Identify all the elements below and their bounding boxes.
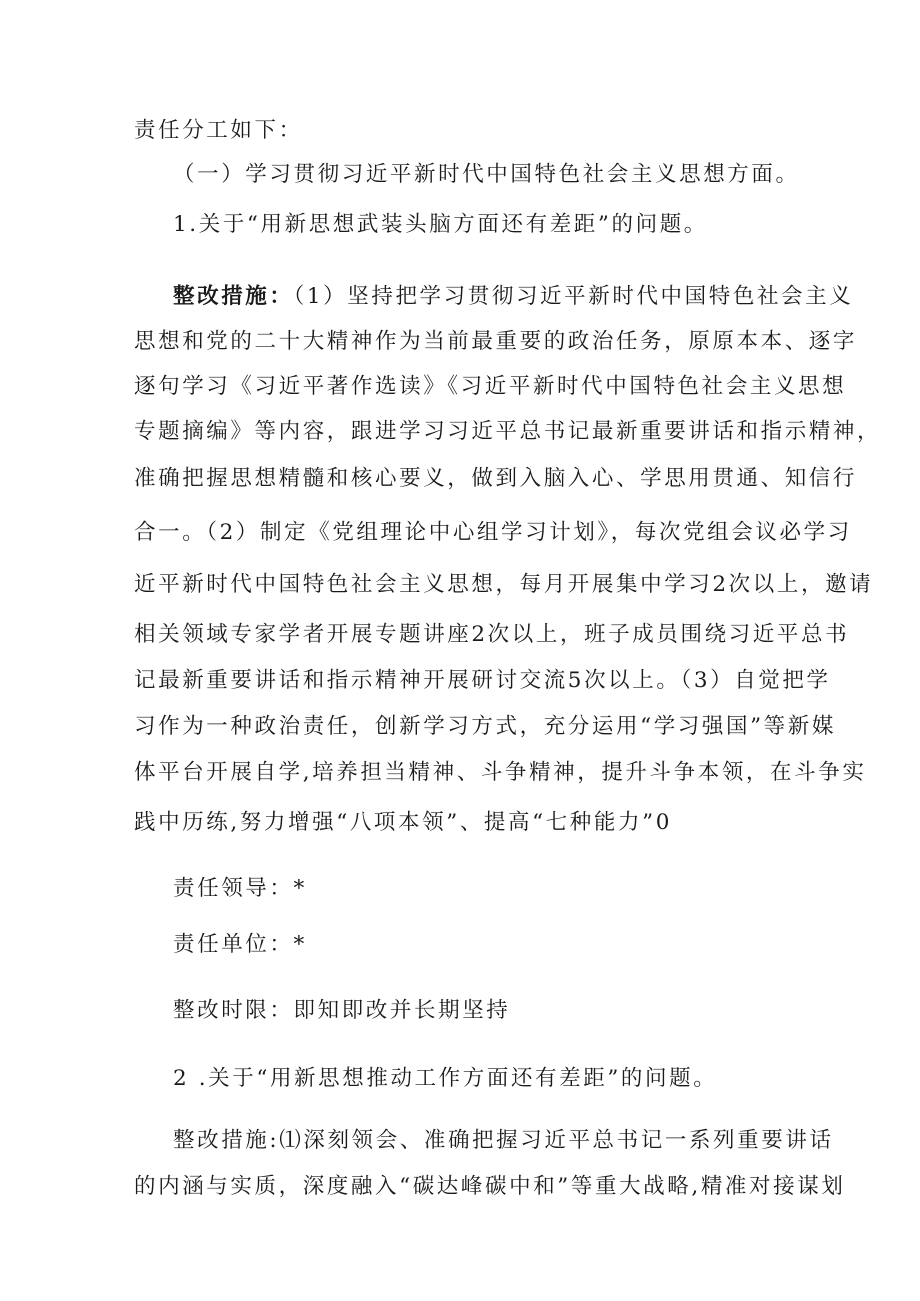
responsible-unit: 责任单位：* [173, 932, 307, 957]
item1-title: 1.关于“用新思想武装头脑方面还有差距”的问题。 [173, 212, 708, 237]
measures-line: 体平台开展自学,培养担当精神、斗争精神，提升斗争本领，在斗争实 [134, 760, 867, 785]
measures-line: 合一。（2）制定《党组理论中心组学习计划》，每次党组会议必学习 [134, 520, 852, 545]
measures-line: 逐句学习《习近平著作选读》《习近平新时代中国特色社会主义思想 [134, 374, 847, 399]
measures-line: 记最新重要讲话和指示精神开展研讨交流5次以上。（3）自觉把学 [134, 668, 831, 693]
item1-measures-first-line [173, 282, 854, 312]
measures-line: 专题摘编》等内容，跟进学习习近平总书记最新重要讲话和指示精神， [134, 419, 882, 444]
measures-line: 的内涵与实质，深度融入“碳达峰碳中和”等重大战略,精准对接谋划 [134, 1174, 846, 1199]
section-heading: （一）学习贯彻习近平新时代中国特色社会主义思想方面。 [173, 162, 800, 187]
measures-line: 习作为一种政治责任，创新学习方式，充分运用“学习强国”等新媒 [134, 714, 836, 739]
item2-measures-first-line: 整改措施:⑴深刻领会、准确把握习近平总书记一系列重要讲话 [173, 1128, 834, 1153]
rectification-deadline: 整改时限：即知即改并长期坚持 [173, 998, 511, 1023]
measures-line: 近平新时代中国特色社会主义思想，每月开展集中学习2次以上，邀请 [134, 572, 874, 597]
item2-title: 2 .关于“用新思想推动工作方面还有差距”的问题。 [173, 1066, 718, 1091]
intro-line: 责任分工如下： [134, 118, 303, 143]
responsible-leader: 责任领导：* [173, 876, 307, 901]
measures-label: 整改措施： [173, 284, 294, 309]
measures-line: 践中历练,努力增强“八项本领”、提高“七种能力”0 [134, 810, 672, 835]
measures-line: 相关领域专家学者开展专题讲座2次以上，班子成员围绕习近平总书 [134, 622, 850, 647]
measures-text: （1）坚持把学习贯彻习近平新时代中国特色社会主义 [293, 284, 854, 309]
measures-line: 准确把握思想精髓和核心要义，做到入脑入心、学思用贯通、知信行 [134, 466, 858, 491]
measures-line: 思想和党的二十大精神作为当前最重要的政治任务，原原本本、逐字 [134, 329, 858, 354]
